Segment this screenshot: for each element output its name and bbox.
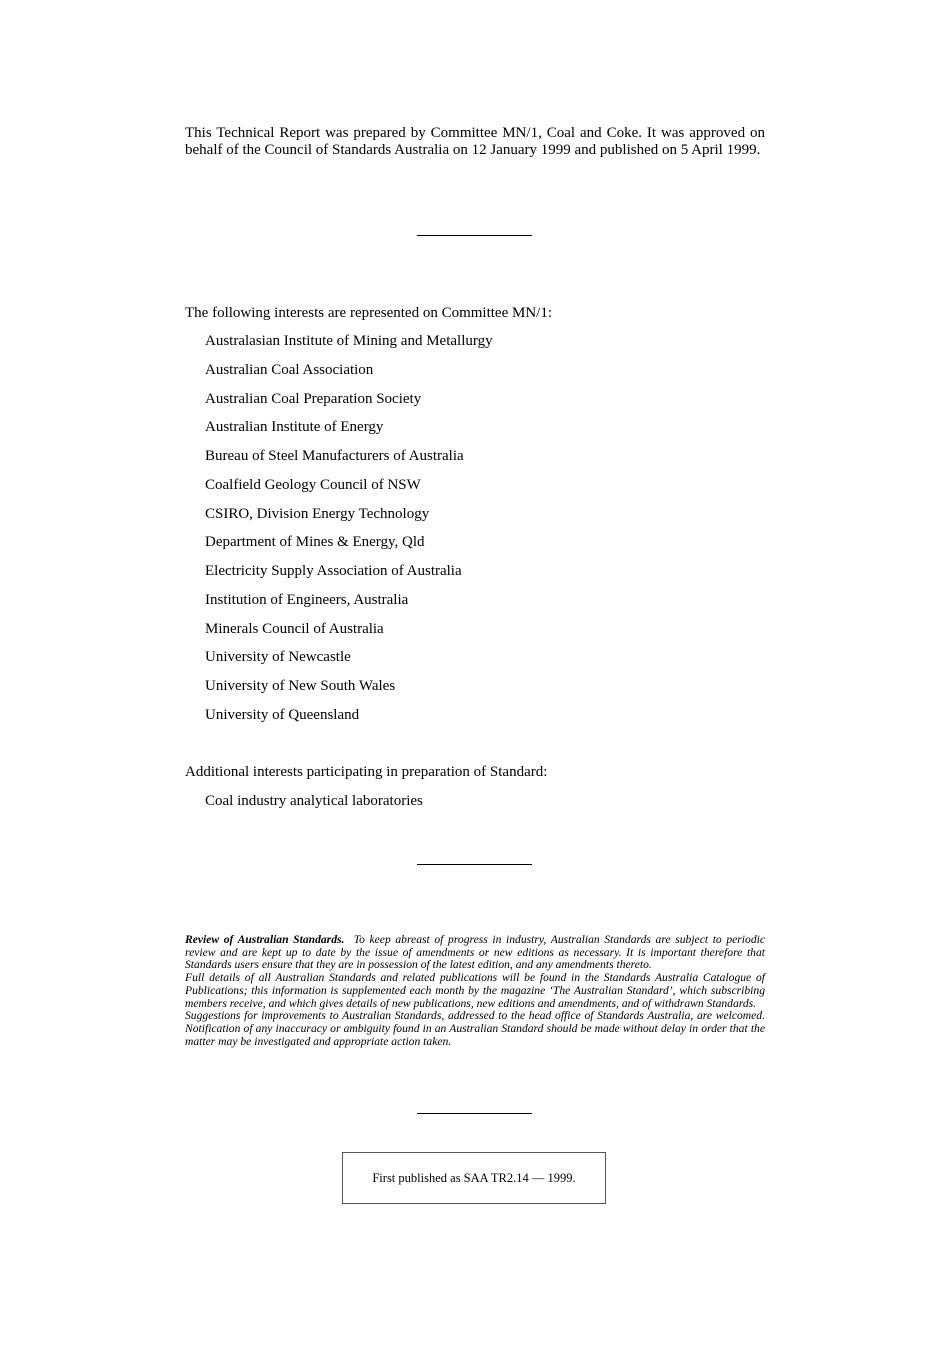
approval-statement: This Technical Report was prepared by Committee MN/1, Coal and Coke. It was approved on behalf of the Council of Standards Australia on 12 January 1999 and published on 5 April 1999. bbox=[185, 125, 765, 158]
review-text: To keep abreast of progress in industry, Australian Standards are subject to periodic review and are kept up to date by the issue of amendments or new editions as necessary. It is important therefore that Standards users ensure that they are in possession of the latest edition, and any amendments thereto. bbox=[185, 933, 765, 972]
review-paragraph bbox=[185, 934, 765, 972]
list-item: Institution of Engineers, Australia bbox=[205, 591, 409, 608]
list-item: University of Queensland bbox=[205, 706, 360, 723]
list-item: University of Newcastle bbox=[205, 649, 351, 666]
list-item: Australian Coal Preparation Society bbox=[205, 390, 422, 407]
first-published-box bbox=[342, 1152, 606, 1204]
list-item: Australian Institute of Energy bbox=[205, 419, 384, 436]
divider-rule bbox=[417, 864, 532, 865]
additional-interests-list bbox=[205, 792, 423, 821]
suggestions-paragraph: Suggestions for improvements to Australian Standards, addressed to the head office of Standards Australia, are welcomed. Notification of any inaccuracy or ambiguity found in an Australian Standard should be made without delay in order that the matter may be investigated and appropriate action taken. bbox=[185, 1009, 765, 1048]
divider-rule bbox=[417, 1113, 532, 1114]
list-item: University of New South Wales bbox=[205, 678, 396, 694]
list-item: Coal industry analytical laboratories bbox=[205, 793, 423, 809]
divider-rule bbox=[417, 235, 532, 236]
first-published-text: First published as SAA TR2.14 — 1999. bbox=[372, 1170, 576, 1185]
catalogue-paragraph: Full details of all Australian Standards and related publications will be found in the Standards Australia Catalogue of Publications; this information is supplemented each month by the magazine ‘The Australian Standard’, which subscribing members receive, and which gives details of new publications, new editions and amendments, and of withdrawn Standards. bbox=[185, 971, 765, 1010]
list-item: Coalfield Geology Council of NSW bbox=[205, 476, 421, 493]
list-item: Australasian Institute of Mining and Metallurgy bbox=[205, 333, 493, 349]
committee-interests-list bbox=[205, 332, 493, 735]
list-item: CSIRO, Division Energy Technology bbox=[205, 505, 430, 522]
review-notice bbox=[185, 934, 765, 1048]
list-item: Australian Coal Association bbox=[205, 361, 374, 378]
list-item: Department of Mines & Energy, Qld bbox=[205, 534, 425, 551]
review-title: Review of Australian Standards. bbox=[185, 933, 345, 946]
additional-interests-heading: Additional interests participating in preparation of Standard: bbox=[185, 764, 548, 780]
list-item: Bureau of Steel Manufacturers of Australia bbox=[205, 448, 464, 464]
committee-interests-heading: The following interests are represented on Committee MN/1: bbox=[185, 305, 552, 321]
list-item: Minerals Council of Australia bbox=[205, 620, 384, 637]
list-item: Electricity Supply Association of Australia bbox=[205, 563, 462, 579]
